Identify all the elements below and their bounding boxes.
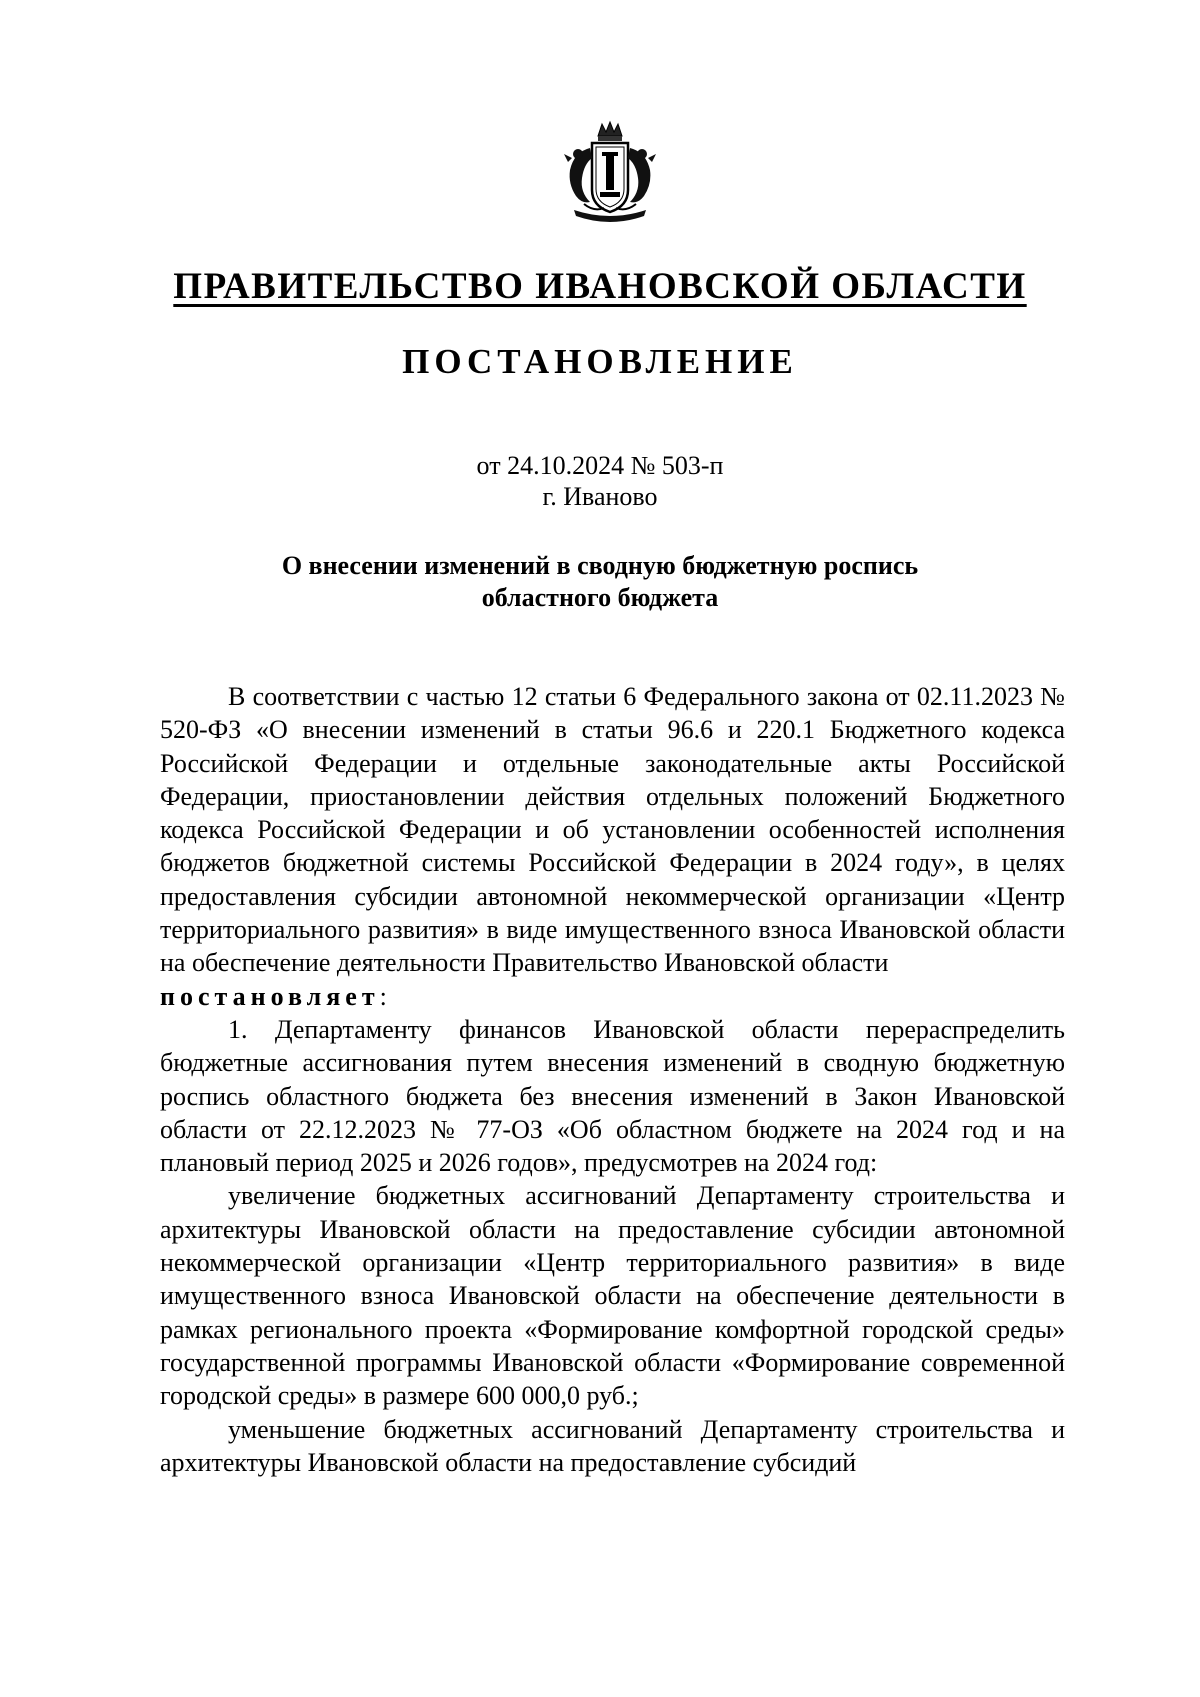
city: г. Иваново bbox=[542, 482, 658, 511]
government-name bbox=[0, 265, 1200, 308]
decree-colon: : bbox=[379, 981, 387, 1011]
decrease-paragraph: уменьшение бюджетных ассигнований Департаменту строительства и архитектуры Ивановской области на предоставление субсидий bbox=[160, 1414, 1065, 1477]
decree-line bbox=[160, 980, 1065, 1013]
document-body bbox=[160, 680, 1065, 1479]
preamble-paragraph: В соответствии с частью 12 статьи 6 Федерального закона от 02.11.2023 № 520-ФЗ «О внесении изменений в статьи 96.6 и 220.1 Бюджетного кодекса Российской Федерации и отдельные законодательные акты Российской Федерации, приостановлении действия отдельных положений Бюджетного кодекса Российской Федерации и об установлении особенностей исполнения бюджетов бюджетной системы Российской Федерации в 2024 году», в целях предоставления субсидии автономной некоммерческой организации «Центр территориального развития» в виде имущественного взноса Ивановской области на обеспечение деятельности Правительство Ивановской области bbox=[160, 682, 1065, 978]
government-name-text: ПРАВИТЕЛЬСТВО ИВАНОВСКОЙ ОБЛАСТИ bbox=[173, 266, 1027, 307]
date-and-number-block bbox=[0, 450, 1200, 512]
date-and-number: от 24.10.2024 № 503-п bbox=[476, 451, 724, 480]
decree-word: постановляет bbox=[160, 981, 380, 1011]
item-1-paragraph: 1. Департаменту финансов Ивановской области перераспределить бюджетные ассигнования путем внесения изменений в сводную бюджетную роспись областного бюджета без внесения изменений в Закон Ивановской области от 22.12.2023 № 77-ОЗ «Об областном бюджете на 2024 год и на плановый период 2025 и 2026 годов», предусмотрев на 2024 год: bbox=[160, 1014, 1065, 1178]
subject-line-2: областного бюджета bbox=[481, 583, 719, 612]
document-type: ПОСТАНОВЛЕНИЕ bbox=[402, 342, 798, 381]
coat-of-arms-emblem bbox=[560, 118, 660, 228]
coat-of-arms-icon bbox=[560, 118, 660, 228]
subject-line-1: О внесении изменений в сводную бюджетную роспись bbox=[281, 551, 919, 580]
document-subject bbox=[0, 550, 1200, 614]
increase-paragraph: увеличение бюджетных ассигнований Департаменту строительства и архитектуры Ивановской области на предоставление субсидии автономной некоммерческой организации «Центр территориального развития» в виде имущественного взноса Ивановской области на обеспечение деятельности в рамках регионального проекта «Формирование комфортной городской среды» государственной программы Ивановской области «Формирование современной городской среды» в размере 600 000,0 руб.; bbox=[160, 1181, 1065, 1411]
